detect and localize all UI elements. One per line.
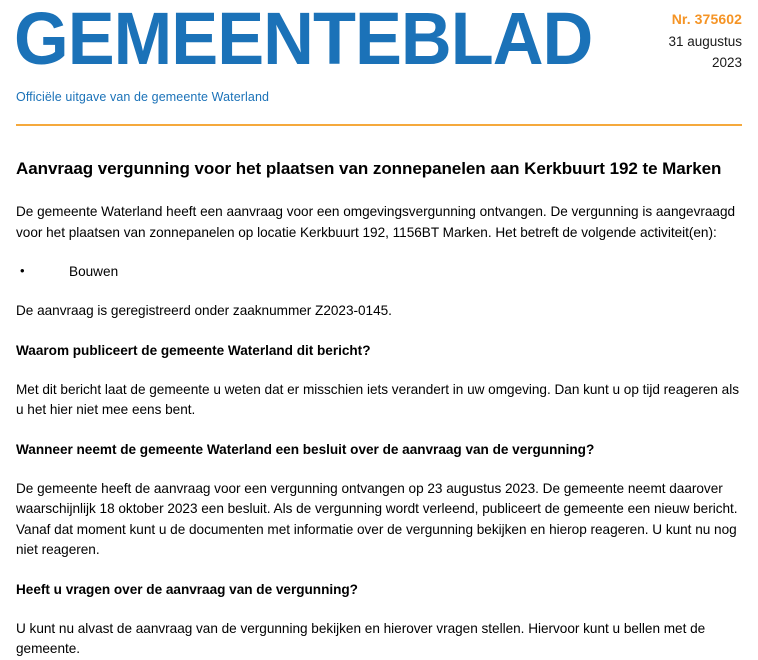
article-intro-paragraph: De gemeente Waterland heeft een aanvraag voor een omgevingsvergunning ontvangen. De vergunning is aangevraagd voor het plaatsen van zonnepanelen op locatie Kerkbuurt 192, 1156BT Marken. Het betreft de volgende activiteit(en): bbox=[16, 204, 736, 240]
section-heading-decision-timing: Wanneer neemt de gemeente Waterland een besluit over de aanvraag van de vergunning? bbox=[16, 441, 595, 457]
section-body-why-published: Met dit bericht laat de gemeente u weten dat er misschien iets verandert in uw omgeving. Dan kunt u op tijd reageren als u het hier niet mee eens bent. bbox=[16, 381, 740, 417]
publication-subtitle: Officiële uitgave van de gemeente Waterland bbox=[16, 90, 270, 104]
article-title: Aanvraag vergunning voor het plaatsen van zonnepanelen aan Kerkbuurt 192 te Marken bbox=[16, 159, 722, 178]
publication-date: 31 augustus bbox=[668, 34, 742, 49]
section-heading-questions: Heeft u vragen over de aanvraag van de vergunning? bbox=[16, 581, 358, 597]
list-item: • Bouwen bbox=[16, 262, 742, 282]
section-heading-why-published: Waarom publiceert de gemeente Waterland dit bericht? bbox=[16, 342, 371, 358]
publication-metadata bbox=[552, 10, 742, 73]
publication-title: GEMEENTEBLAD bbox=[14, 0, 593, 80]
header-divider bbox=[16, 124, 742, 126]
activity-list bbox=[16, 262, 742, 282]
section-body-decision-timing: De gemeente heeft de aanvraag voor een vergunning ontvangen op 23 augustus 2023. De gemeente neemt daarover waarschijnlijk 18 oktober 2023 een besluit. Als de vergunning wordt verleend, publiceert de gemeente een nieuw bericht. Vanaf dat moment kunt u de documenten met informatie over de vergunning bekijken en hierop reageren. U kunt nu nog niet reageren. bbox=[16, 480, 738, 557]
registration-paragraph: De aanvraag is geregistreerd onder zaaknummer Z2023-0145. bbox=[16, 303, 392, 318]
article-body bbox=[16, 156, 742, 660]
section-body-questions: U kunt nu alvast de aanvraag van de vergunning bekijken en hierover vragen stellen. Hiervoor kunt u bellen met de gemeente. bbox=[16, 620, 706, 656]
masthead bbox=[16, 0, 742, 118]
publication-year: 2023 bbox=[711, 55, 742, 70]
publication-number: Nr. 375602 bbox=[671, 11, 742, 27]
